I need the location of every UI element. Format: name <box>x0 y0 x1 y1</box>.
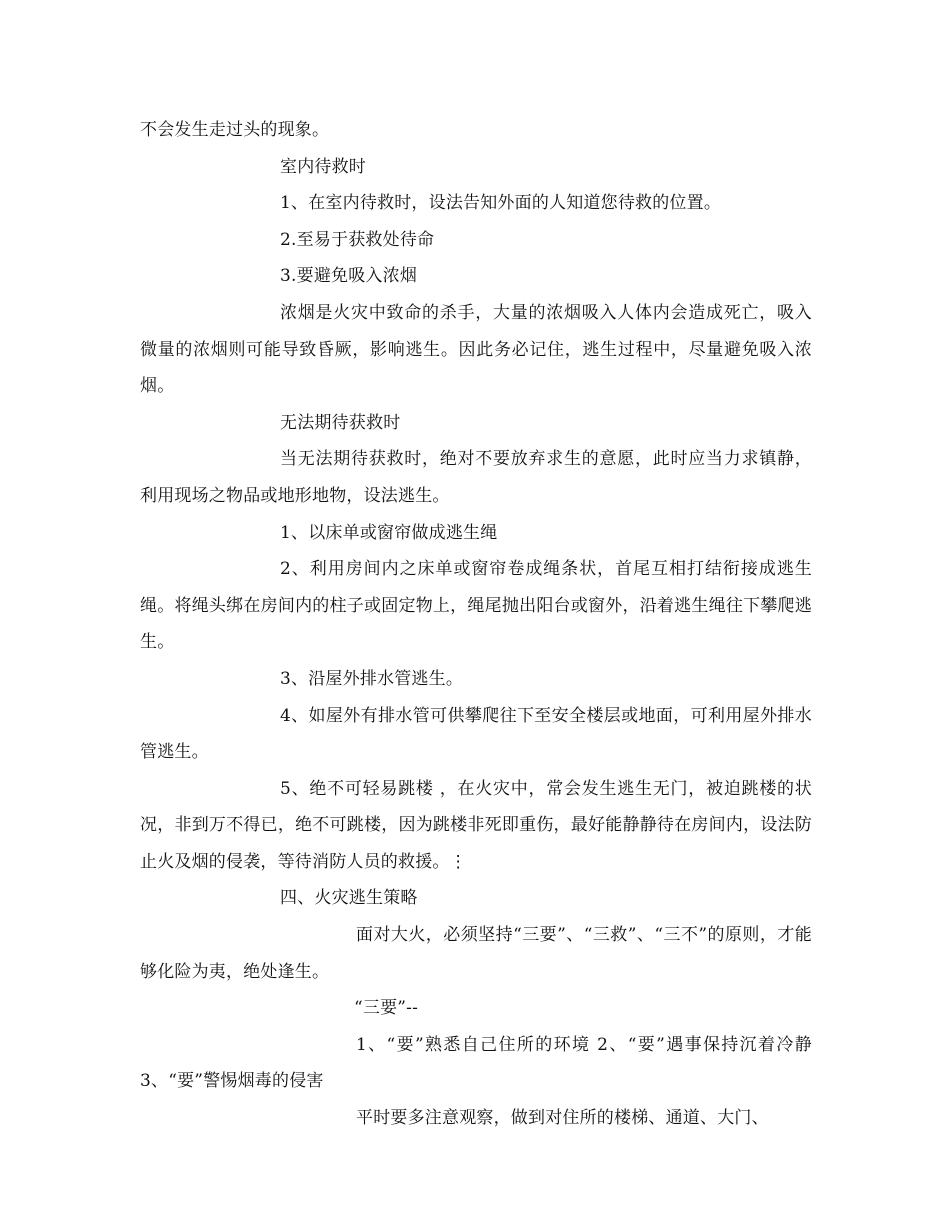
subheading-three-musts: “三要”-- <box>354 998 419 1019</box>
document-body <box>140 112 812 1137</box>
paragraph-continuation: 不会发生走过头的现象。 <box>140 120 330 140</box>
list-item: 2、利用房间内之床单或窗帘卷成绳条状，首尾互相打结衔接成逃生绳。将绳头绑在房间内的柱子或固定物上，绳尾抛出阳台或窗外，沿着逃生绳往下攀爬逃生。 <box>140 559 812 653</box>
paragraph: 浓烟是火灾中致命的杀手，大量的浓烟吸入人体内会造成死亡，吸入微量的浓烟则可能导致昏厥，影响逃生。因此务必记住，逃生过程中，尽量避免吸入浓烟。 <box>140 302 812 397</box>
list-item: 1、“要”熟悉自己住所的环境 2、“要”遇事保持沉着冷静 3、“要”警惕烟毒的侵害 <box>140 1034 812 1092</box>
heading-no-rescue: 无法期待获救时 <box>280 412 401 433</box>
list-item: 3.要避免吸入浓烟 <box>280 266 418 287</box>
paragraph: 平时要多注意观察，做到对住所的楼梯、通道、大门、 <box>356 1108 769 1129</box>
heading-indoor-rescue: 室内待救时 <box>280 156 366 177</box>
section-heading: 四、火灾逃生策略 <box>280 888 418 909</box>
list-item: 1、以床单或窗帘做成逃生绳 <box>280 522 498 543</box>
list-item: 5、绝不可轻易跳楼 ，在火灾中，常会发生逃生无门，被迫跳楼的状况，非到万不得已，绝不可跳楼，因为跳楼非死即重伤，最好能静静待在房间内，设法防止火及烟的侵袭，等待消防人员的救援。⋮ <box>140 778 812 872</box>
list-item: 4、如屋外有排水管可供攀爬往下至安全楼层或地面，可利用屋外排水管逃生。 <box>140 705 812 763</box>
paragraph: 当无法期待获救时，绝对不要放弃求生的意愿，此时应当力求镇静，利用现场之物品或地形地物，设法逃生。 <box>140 449 812 506</box>
paragraph: 面对大火，必须坚持“三要”、“三救”、“三不”的原则，才能够化险为夷，绝处逢生。 <box>140 925 812 982</box>
list-item: 2.至易于获救处待命 <box>280 229 435 250</box>
list-item: 3、沿屋外排水管逃生。 <box>280 668 464 689</box>
list-item: 1、在室内待救时，设法告知外面的人知道您待救的位置。 <box>280 193 722 214</box>
